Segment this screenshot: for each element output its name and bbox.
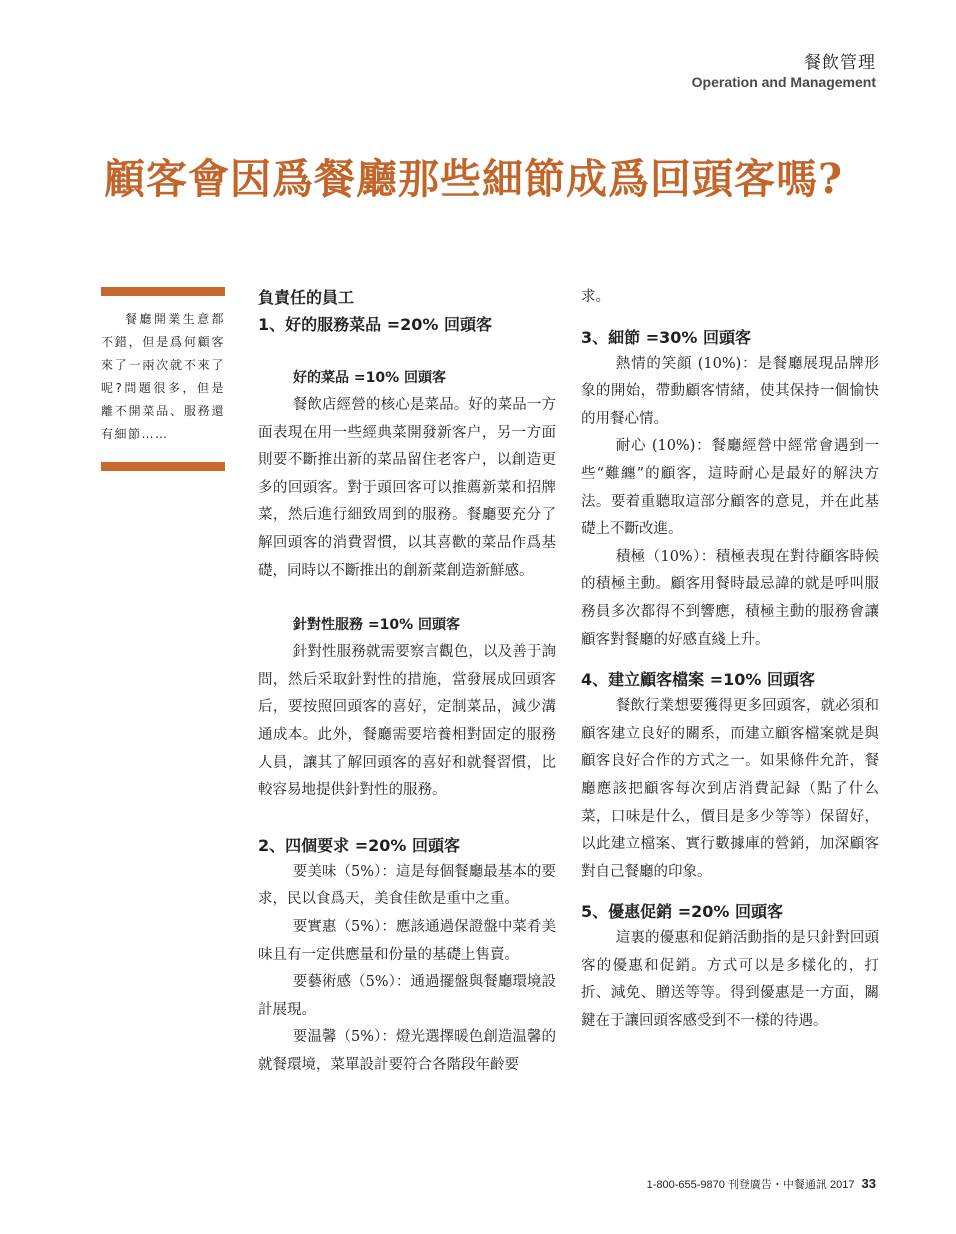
section-2-para-4: 要温馨（5%）：燈光選擇暖色創造温馨的就餐環境，菜單設計要符合各階段年齡要: [258, 1029, 556, 1073]
article-title: 顧客會因爲餐廳那些細節成爲回頭客嗎?: [104, 155, 844, 203]
section-2-para-1: 要美味（5%）：這是每個餐廳最基本的要求，民以食爲天，美食佳飲是重中之重。: [258, 863, 556, 908]
left-column: [258, 284, 556, 1079]
section-3-para-1: 熱情的笑顔 (10%)：是餐廳展現品牌形象的開始，帶動顧客情緒，使其保持一個愉快的用餐心情。: [581, 355, 879, 427]
footer-phone: 1-800-655-9870: [646, 1179, 725, 1191]
section-1b-heading: 針對性服務 =10% 回頭客: [293, 617, 460, 634]
section-2-heading: 2、四個要求 =20% 回頭客: [258, 835, 460, 855]
section-1a-text: 餐飲店經營的核心是菜品。好的菜品一方面表現在用一些經典菜開發新客户，另一方面則要不斷推出新的菜品留住老客户，以創造更多的回頭客。對于頭回客可以推薦新菜和招牌菜，然后進行細致周到的服務。餐廳要充分了解回頭客的消費習慣，以其喜歡的菜品作爲基礎，同時以不斷推出的創新菜創造新鮮感。: [258, 397, 556, 579]
section-3-heading: 3、細節 =30% 回頭客: [581, 327, 751, 347]
section-1a-heading: 好的菜品 =10% 回頭客: [293, 370, 446, 386]
sidebar-text: 餐廳開業生意都不錯，但是爲何顧客來了一兩次就不來了呢?問題很多，但是離不開菜品、服務還有細節……: [101, 312, 225, 441]
continued-text: 求。: [581, 289, 610, 305]
section-2-para-3: 要藝術感（5%）：通過擺盤與餐廳環境設計展現。: [258, 974, 556, 1018]
page-footer: [647, 1176, 876, 1192]
section-3-para-2: 耐心 (10%)：餐廳經營中經常會遇到一些“難纏”的顧客，這時耐心是最好的解決方法。要着重聽取這部分顧客的意見，并在此基礎上不斷改進。: [581, 438, 879, 538]
section-4-text: 餐飲行業想要獲得更多回頭客，就必須和顧客建立良好的關系，而建立顧客檔案就是與顧客良好合作的方式之一。如果條件允許，餐廳應該把顧客每次到店消費記録（點了什么菜，口味是什么，價目是多少等等）保留好，以此建立檔案、實行數據庫的營銷，加深顧客對自己餐廳的印象。: [581, 698, 879, 880]
intro-heading: 負責任的員工: [258, 288, 355, 307]
section-4-heading: 4、建立顧客檔案 =10% 回頭客: [581, 670, 815, 690]
footer-publication: 刊登廣告・中餐通訊 2017: [727, 1179, 855, 1191]
section-3-para-3: 積極（10%）：積極表現在對待顧客時候的積極主動。顧客用餐時最忌諱的就是呼叫服務員多次都得不到響應，積極主動的服務會讓顧客對餐廳的好感直綫上升。: [581, 548, 879, 648]
right-column: [581, 284, 879, 1036]
section-1b-text: 針對性服務就需要察言觀色，以及善于詢問，然后采取針對性的措施，當發展成回頭客后，要按照回頭客的喜好，定制菜品，減少溝通成本。此外，餐廳需要培養相對固定的服務人員，讓其了解回頭客的喜好和就餐習慣，比較容易地提供針對性的服務。: [258, 644, 556, 799]
section-1-heading: 1、好的服務菜品 =20% 回頭客: [258, 315, 492, 334]
section-5-heading: 5、優惠促銷 =20% 回頭客: [581, 902, 783, 922]
sidebar-top-rule: [101, 287, 225, 296]
section-title-cn: 餐飲管理: [804, 53, 876, 73]
sidebar-bottom-rule: [101, 462, 225, 471]
sidebar-intro: [101, 308, 225, 446]
section-title-en: Operation and Management: [691, 74, 876, 90]
section-2-para-2: 要實惠（5%）：應該通過保證盤中菜肴美味且有一定供應量和份量的基礎上售賣。: [258, 918, 556, 963]
section-5-text: 這裏的優惠和促銷活動指的是只針對回頭客的優惠和促銷。方式可以是多樣化的，打折、減免、贈送等等。得到優惠是一方面，關鍵在于讓回頭客感受到不一樣的待遇。: [581, 930, 879, 1030]
page-number: 33: [861, 1176, 876, 1191]
